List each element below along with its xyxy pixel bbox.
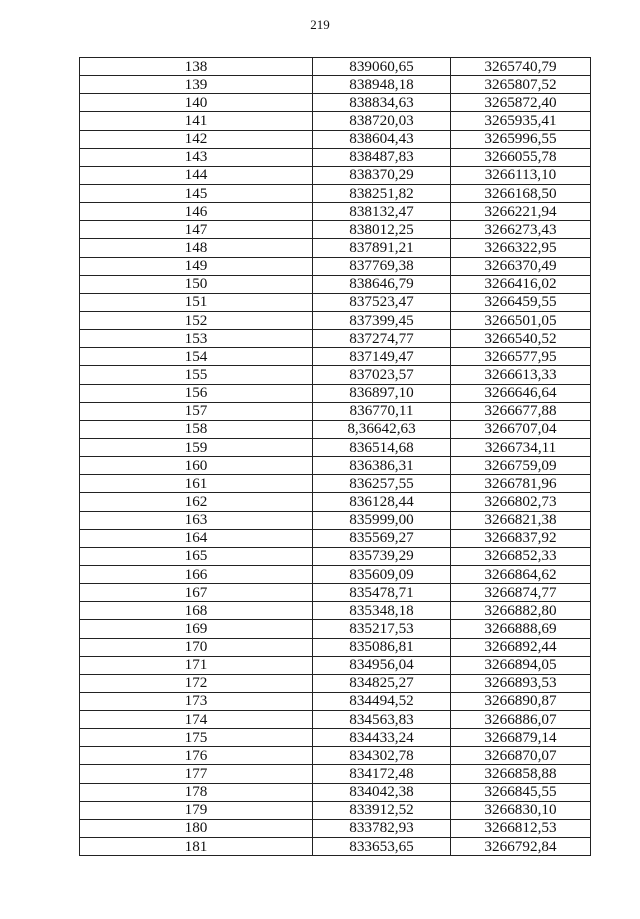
- table-row: [80, 184, 591, 202]
- y-coordinate-cell: 3266890,87: [451, 692, 591, 710]
- y-coordinate-cell: 3266055,78: [451, 148, 591, 166]
- table-row: [80, 819, 591, 837]
- point-number-cell: 145: [80, 184, 313, 202]
- point-number-cell: 170: [80, 638, 313, 656]
- table-row: [80, 311, 591, 329]
- x-coordinate-cell: 836128,44: [313, 493, 451, 511]
- point-number-cell: 179: [80, 801, 313, 819]
- table-row: [80, 348, 591, 366]
- table-row: [80, 493, 591, 511]
- table-row: [80, 275, 591, 293]
- point-number-cell: 168: [80, 602, 313, 620]
- table-row: [80, 203, 591, 221]
- table-row: [80, 58, 591, 76]
- point-number-cell: 147: [80, 221, 313, 239]
- y-coordinate-cell: 3266879,14: [451, 729, 591, 747]
- x-coordinate-cell: 835348,18: [313, 602, 451, 620]
- x-coordinate-cell: 834433,24: [313, 729, 451, 747]
- table-row: [80, 148, 591, 166]
- table-row: [80, 838, 591, 856]
- point-number-cell: 175: [80, 729, 313, 747]
- y-coordinate-cell: 3266845,55: [451, 783, 591, 801]
- point-number-cell: 149: [80, 257, 313, 275]
- x-coordinate-cell: 833912,52: [313, 801, 451, 819]
- point-number-cell: 150: [80, 275, 313, 293]
- table-row: [80, 765, 591, 783]
- x-coordinate-cell: 836770,11: [313, 402, 451, 420]
- point-number-cell: 144: [80, 166, 313, 184]
- point-number-cell: 155: [80, 366, 313, 384]
- y-coordinate-cell: 3266821,38: [451, 511, 591, 529]
- x-coordinate-cell: 838948,18: [313, 76, 451, 94]
- point-number-cell: 164: [80, 529, 313, 547]
- y-coordinate-cell: 3266892,44: [451, 638, 591, 656]
- point-number-cell: 143: [80, 148, 313, 166]
- point-number-cell: 177: [80, 765, 313, 783]
- y-coordinate-cell: 3266613,33: [451, 366, 591, 384]
- table-row: [80, 384, 591, 402]
- point-number-cell: 162: [80, 493, 313, 511]
- point-number-cell: 160: [80, 457, 313, 475]
- x-coordinate-cell: 838646,79: [313, 275, 451, 293]
- y-coordinate-cell: 3266221,94: [451, 203, 591, 221]
- y-coordinate-cell: 3266802,73: [451, 493, 591, 511]
- y-coordinate-cell: 3265996,55: [451, 130, 591, 148]
- x-coordinate-cell: 834042,38: [313, 783, 451, 801]
- x-coordinate-cell: 8,36642,63: [313, 420, 451, 438]
- point-number-cell: 169: [80, 620, 313, 638]
- table-row: [80, 747, 591, 765]
- table-row: [80, 692, 591, 710]
- y-coordinate-cell: 3266792,84: [451, 838, 591, 856]
- point-number-cell: 172: [80, 674, 313, 692]
- table-row: [80, 674, 591, 692]
- point-number-cell: 141: [80, 112, 313, 130]
- point-number-cell: 138: [80, 58, 313, 76]
- y-coordinate-cell: 3266577,95: [451, 348, 591, 366]
- point-number-cell: 148: [80, 239, 313, 257]
- x-coordinate-cell: 836257,55: [313, 475, 451, 493]
- table-row: [80, 475, 591, 493]
- point-number-cell: 159: [80, 438, 313, 456]
- y-coordinate-cell: 3266888,69: [451, 620, 591, 638]
- x-coordinate-cell: 836514,68: [313, 438, 451, 456]
- y-coordinate-cell: 3266874,77: [451, 584, 591, 602]
- table-row: [80, 239, 591, 257]
- table-row: [80, 76, 591, 94]
- table-row: [80, 529, 591, 547]
- y-coordinate-cell: 3266370,49: [451, 257, 591, 275]
- x-coordinate-cell: 838720,03: [313, 112, 451, 130]
- point-number-cell: 146: [80, 203, 313, 221]
- table-row: [80, 729, 591, 747]
- table-row: [80, 547, 591, 565]
- x-coordinate-cell: 837399,45: [313, 311, 451, 329]
- table-row: [80, 584, 591, 602]
- table-row: [80, 130, 591, 148]
- table-row: [80, 221, 591, 239]
- table-row: [80, 257, 591, 275]
- x-coordinate-cell: 835609,09: [313, 565, 451, 583]
- y-coordinate-cell: 3266870,07: [451, 747, 591, 765]
- point-number-cell: 166: [80, 565, 313, 583]
- x-coordinate-cell: 834494,52: [313, 692, 451, 710]
- point-number-cell: 154: [80, 348, 313, 366]
- point-number-cell: 163: [80, 511, 313, 529]
- y-coordinate-cell: 3266837,92: [451, 529, 591, 547]
- page-number: 219: [310, 17, 330, 32]
- y-coordinate-cell: 3266416,02: [451, 275, 591, 293]
- x-coordinate-cell: 838251,82: [313, 184, 451, 202]
- y-coordinate-cell: 3266893,53: [451, 674, 591, 692]
- point-number-cell: 178: [80, 783, 313, 801]
- y-coordinate-cell: 3266886,07: [451, 711, 591, 729]
- x-coordinate-cell: 838834,63: [313, 94, 451, 112]
- x-coordinate-cell: 838604,43: [313, 130, 451, 148]
- x-coordinate-cell: 837149,47: [313, 348, 451, 366]
- x-coordinate-cell: 835999,00: [313, 511, 451, 529]
- x-coordinate-cell: 835478,71: [313, 584, 451, 602]
- x-coordinate-cell: 839060,65: [313, 58, 451, 76]
- point-number-cell: 161: [80, 475, 313, 493]
- y-coordinate-cell: 3266882,80: [451, 602, 591, 620]
- x-coordinate-cell: 838370,29: [313, 166, 451, 184]
- table-row: [80, 783, 591, 801]
- x-coordinate-cell: 837274,77: [313, 330, 451, 348]
- point-number-cell: 181: [80, 838, 313, 856]
- x-coordinate-cell: 834302,78: [313, 747, 451, 765]
- table-row: [80, 620, 591, 638]
- x-coordinate-cell: 837891,21: [313, 239, 451, 257]
- y-coordinate-cell: 3266830,10: [451, 801, 591, 819]
- table-row: [80, 420, 591, 438]
- y-coordinate-cell: 3266540,52: [451, 330, 591, 348]
- table-row: [80, 438, 591, 456]
- point-number-cell: 139: [80, 76, 313, 94]
- x-coordinate-cell: 835739,29: [313, 547, 451, 565]
- x-coordinate-cell: 838132,47: [313, 203, 451, 221]
- point-number-cell: 171: [80, 656, 313, 674]
- coordinates-table-container: [79, 57, 590, 856]
- table-row: [80, 366, 591, 384]
- y-coordinate-cell: 3266501,05: [451, 311, 591, 329]
- table-row: [80, 457, 591, 475]
- point-number-cell: 180: [80, 819, 313, 837]
- x-coordinate-cell: 833782,93: [313, 819, 451, 837]
- y-coordinate-cell: 3266864,62: [451, 565, 591, 583]
- y-coordinate-cell: 3265872,40: [451, 94, 591, 112]
- y-coordinate-cell: 3266858,88: [451, 765, 591, 783]
- point-number-cell: 153: [80, 330, 313, 348]
- y-coordinate-cell: 3266646,64: [451, 384, 591, 402]
- point-number-cell: 167: [80, 584, 313, 602]
- table-row: [80, 711, 591, 729]
- coordinates-table: [79, 57, 591, 856]
- x-coordinate-cell: 834956,04: [313, 656, 451, 674]
- x-coordinate-cell: 836897,10: [313, 384, 451, 402]
- table-row: [80, 801, 591, 819]
- table-row: [80, 94, 591, 112]
- point-number-cell: 140: [80, 94, 313, 112]
- x-coordinate-cell: 837023,57: [313, 366, 451, 384]
- y-coordinate-cell: 3265807,52: [451, 76, 591, 94]
- y-coordinate-cell: 3265740,79: [451, 58, 591, 76]
- point-number-cell: 152: [80, 311, 313, 329]
- point-number-cell: 165: [80, 547, 313, 565]
- table-row: [80, 511, 591, 529]
- point-number-cell: 174: [80, 711, 313, 729]
- x-coordinate-cell: 835217,53: [313, 620, 451, 638]
- x-coordinate-cell: 834172,48: [313, 765, 451, 783]
- y-coordinate-cell: 3266459,55: [451, 293, 591, 311]
- y-coordinate-cell: 3266852,33: [451, 547, 591, 565]
- table-row: [80, 565, 591, 583]
- y-coordinate-cell: 3266273,43: [451, 221, 591, 239]
- x-coordinate-cell: 834825,27: [313, 674, 451, 692]
- y-coordinate-cell: 3266113,10: [451, 166, 591, 184]
- y-coordinate-cell: 3266759,09: [451, 457, 591, 475]
- x-coordinate-cell: 835086,81: [313, 638, 451, 656]
- y-coordinate-cell: 3266734,11: [451, 438, 591, 456]
- point-number-cell: 176: [80, 747, 313, 765]
- y-coordinate-cell: 3266781,96: [451, 475, 591, 493]
- point-number-cell: 142: [80, 130, 313, 148]
- y-coordinate-cell: 3266322,95: [451, 239, 591, 257]
- table-row: [80, 166, 591, 184]
- y-coordinate-cell: 3266894,05: [451, 656, 591, 674]
- x-coordinate-cell: 838012,25: [313, 221, 451, 239]
- x-coordinate-cell: 836386,31: [313, 457, 451, 475]
- table-row: [80, 402, 591, 420]
- table-row: [80, 330, 591, 348]
- table-row: [80, 638, 591, 656]
- y-coordinate-cell: 3266707,04: [451, 420, 591, 438]
- table-row: [80, 112, 591, 130]
- x-coordinate-cell: 837769,38: [313, 257, 451, 275]
- y-coordinate-cell: 3266677,88: [451, 402, 591, 420]
- table-row: [80, 656, 591, 674]
- x-coordinate-cell: 834563,83: [313, 711, 451, 729]
- point-number-cell: 158: [80, 420, 313, 438]
- x-coordinate-cell: 837523,47: [313, 293, 451, 311]
- point-number-cell: 157: [80, 402, 313, 420]
- x-coordinate-cell: 833653,65: [313, 838, 451, 856]
- x-coordinate-cell: 838487,83: [313, 148, 451, 166]
- table-row: [80, 602, 591, 620]
- y-coordinate-cell: 3266168,50: [451, 184, 591, 202]
- point-number-cell: 173: [80, 692, 313, 710]
- y-coordinate-cell: 3266812,53: [451, 819, 591, 837]
- table-row: [80, 293, 591, 311]
- x-coordinate-cell: 835569,27: [313, 529, 451, 547]
- point-number-cell: 151: [80, 293, 313, 311]
- y-coordinate-cell: 3265935,41: [451, 112, 591, 130]
- point-number-cell: 156: [80, 384, 313, 402]
- coordinates-table-body: [80, 58, 591, 856]
